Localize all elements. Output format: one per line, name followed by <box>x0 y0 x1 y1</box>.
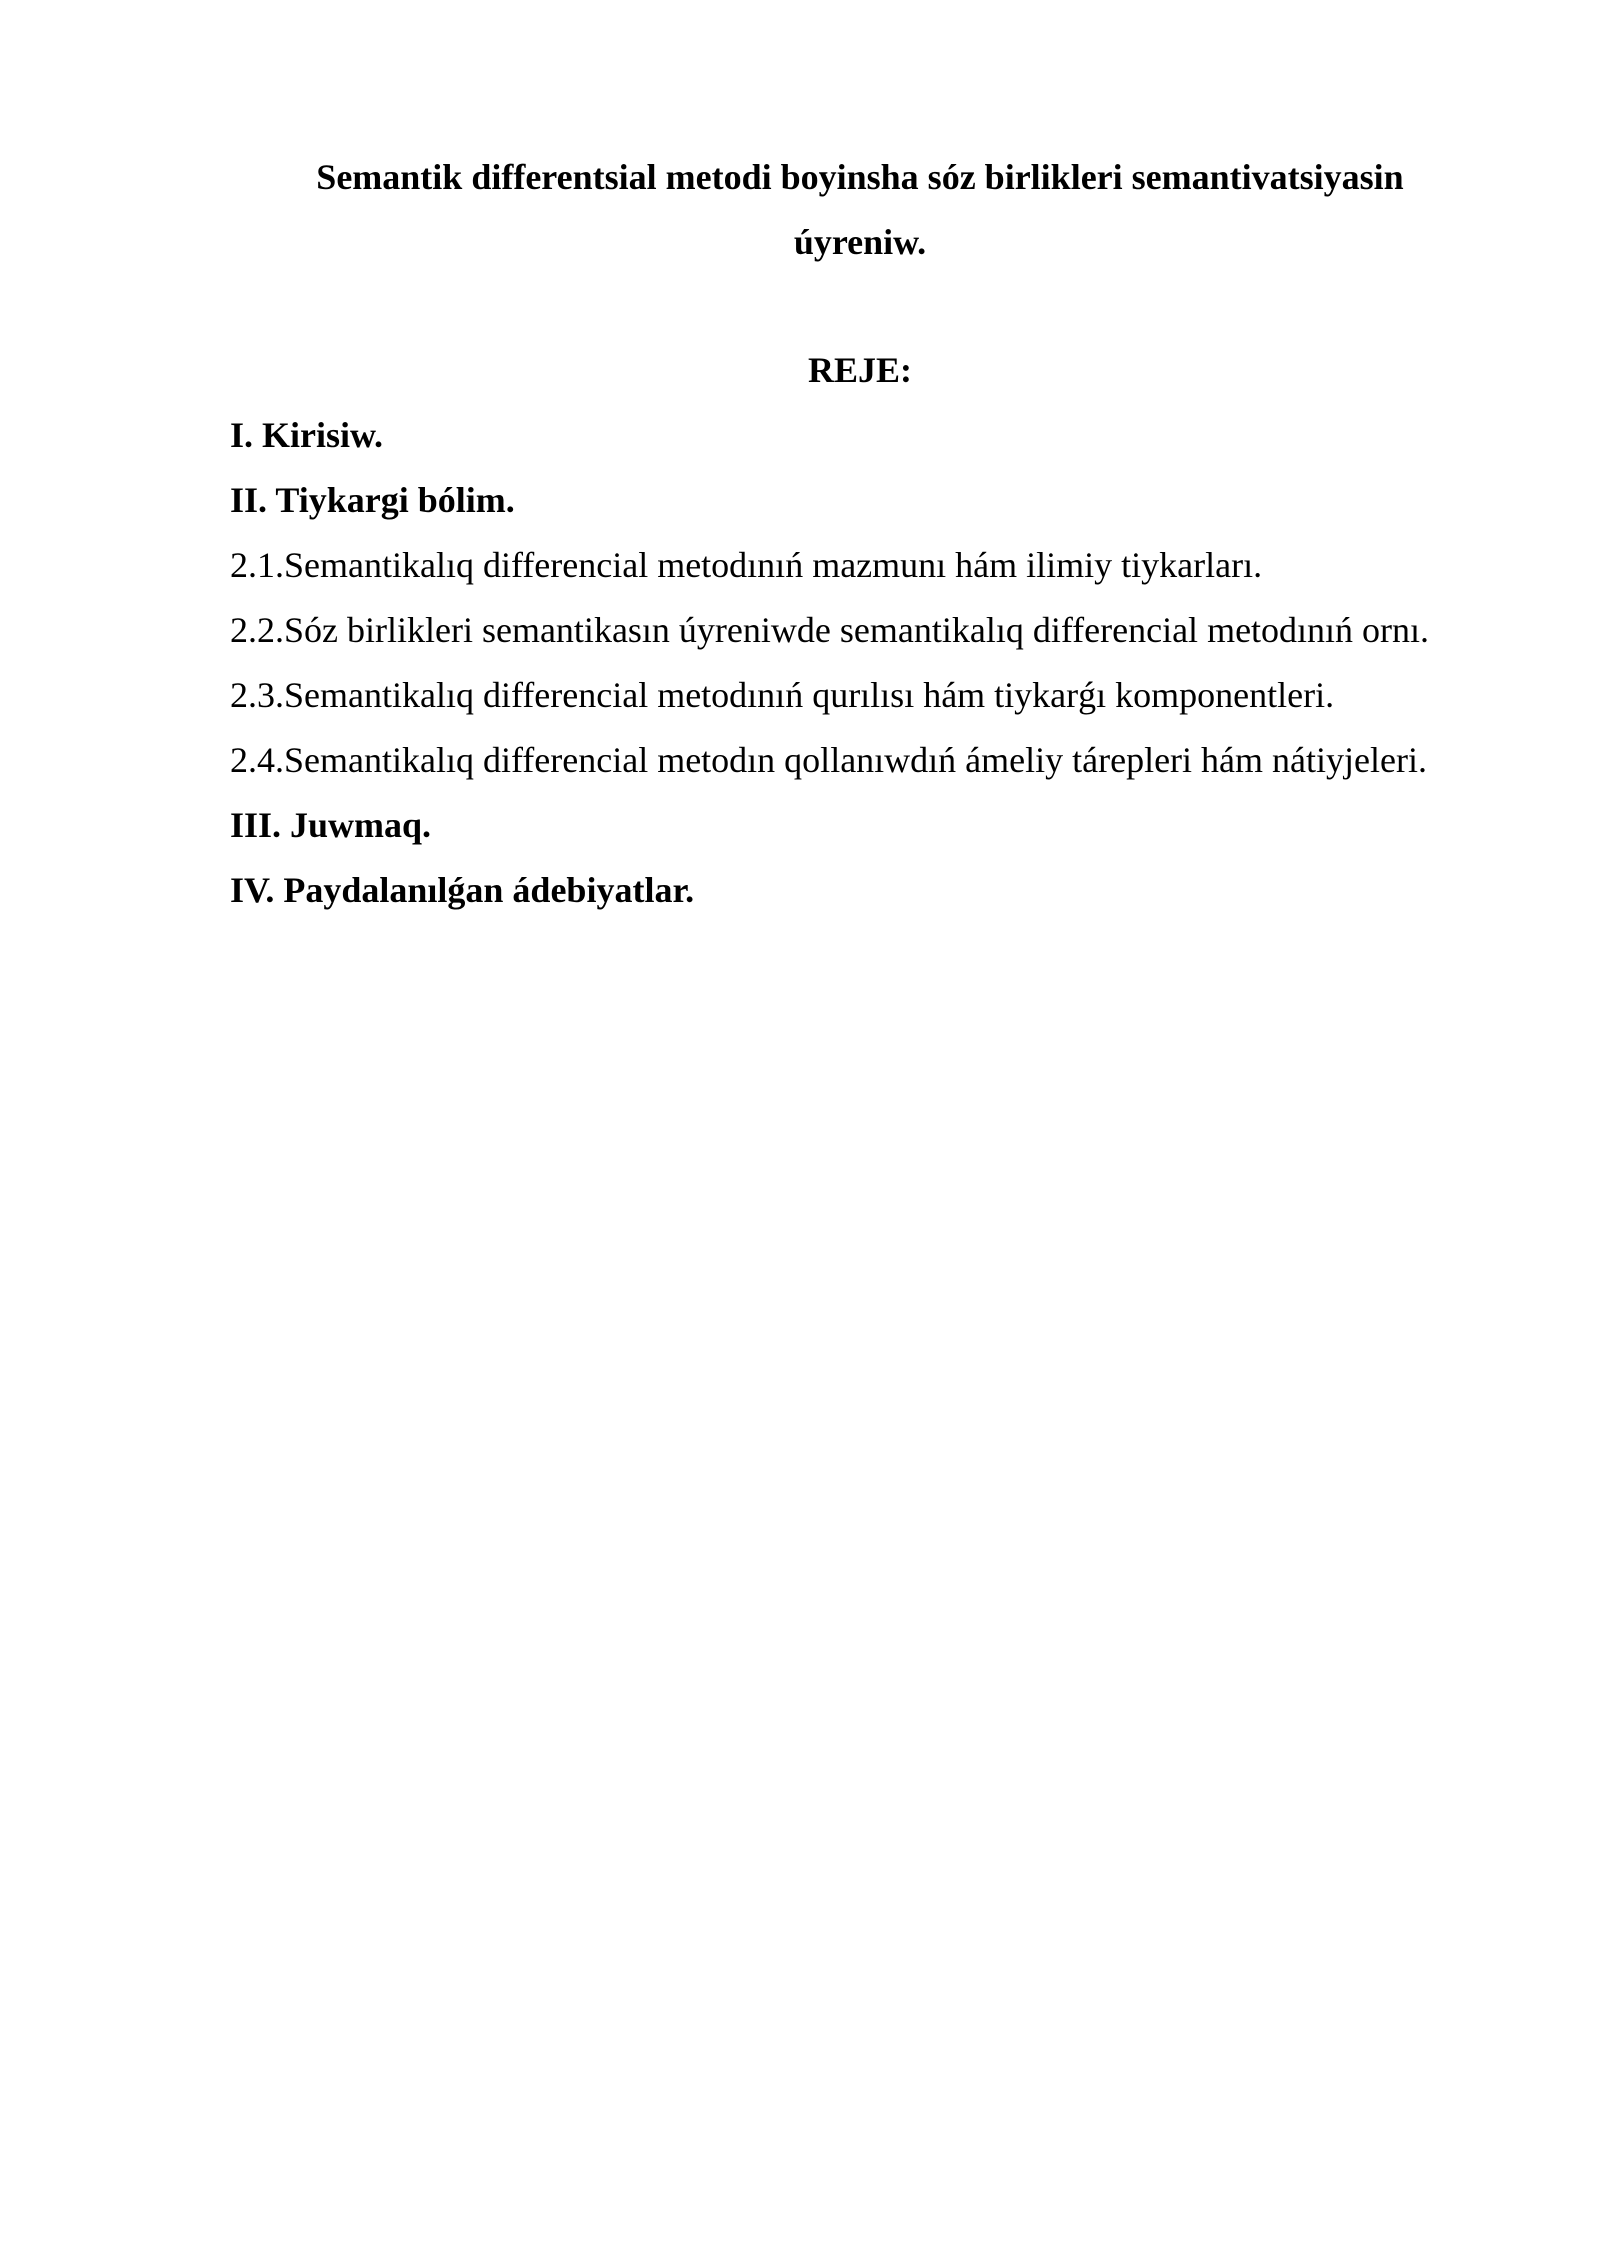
plan-item-main-part: II. Tiykargi bólim. <box>230 480 515 520</box>
document-title-line-2: úyreniw. <box>793 222 927 262</box>
plan-item-2-1: 2.1.Semantikalıq differencial metodınıń mazmunı hám ilimiy tiykarları. <box>230 545 1263 585</box>
document-title <box>230 145 1490 275</box>
document-title-line-1: Semantik differentsial metodi boyinsha sóz birlikleri semantivatsiyasin <box>316 157 1404 197</box>
plan-list <box>230 403 1560 923</box>
plan-item-conclusion: III. Juwmaq. <box>230 805 432 845</box>
plan-heading: REJE: <box>807 350 912 390</box>
plan-item-2-3: 2.3.Semantikalıq differencial metodınıń qurılısı hám tiykarǵı komponentleri. <box>230 675 1335 715</box>
plan-item-2-4: 2.4.Semantikalıq differencial metodın qollanıwdıń ámeliy tárepleri hám nátiyjeleri. <box>230 740 1427 780</box>
plan-item-introduction: I. Kirisiw. <box>230 415 384 455</box>
plan-item-2-2: 2.2.Sóz birlikleri semantikasın úyreniwde semantikalıq differencial metodınıń ornı. <box>230 610 1430 650</box>
plan-item-references: IV. Paydalanılǵan ádebiyatlar. <box>230 870 695 910</box>
